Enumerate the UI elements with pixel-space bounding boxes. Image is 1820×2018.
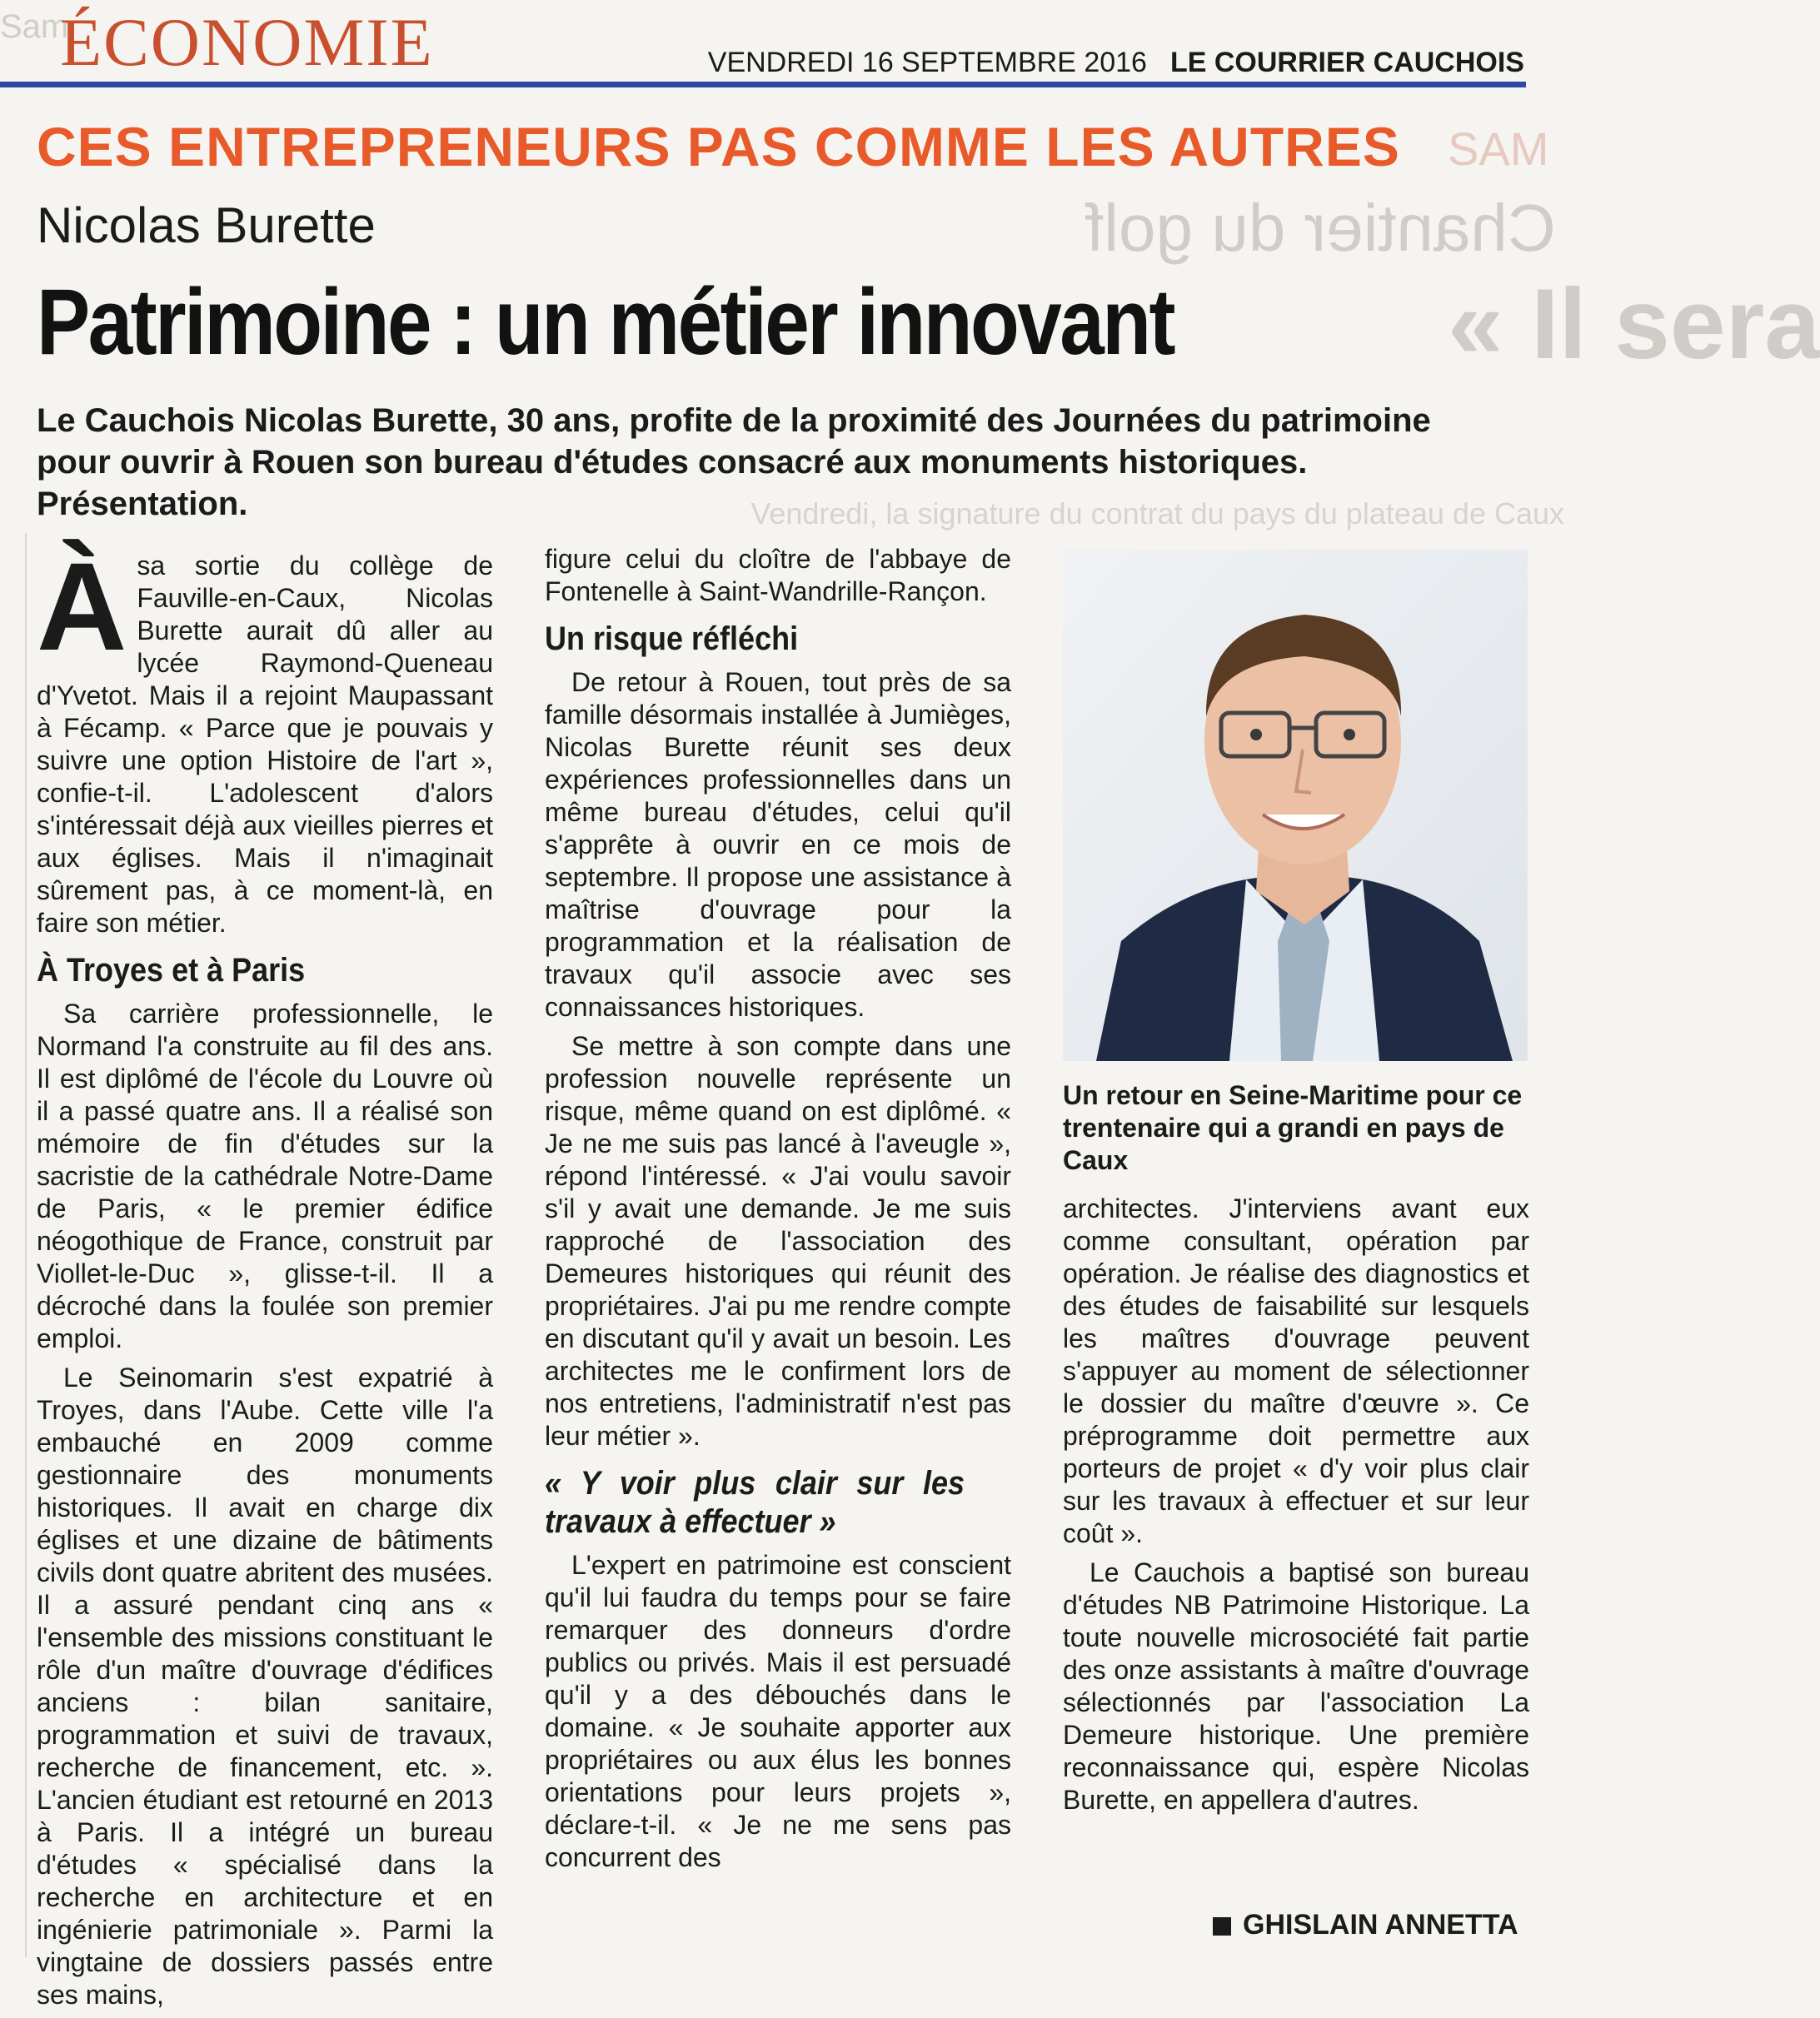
article-paragraph: architectes. J'interviens avant eux comme consultant, opération par opération. Je réalise des diagnostics et des études de faisabilité sur lesquels les maîtres d'ouvrage peuvent s'appuyer au moment de sélectionner le dossier du maître d'œuvre ». Ce préprogramme doit permettre aux porteurs de projet « d'y voir plus clair sur les travaux à effectuer et sur leur coût ». xyxy=(1063,1193,1529,1548)
portrait-photo xyxy=(1063,550,1528,1061)
byline xyxy=(1213,1909,1518,1941)
bleed-through-mirrored: Chantier du golf xyxy=(1085,191,1556,265)
header-rule xyxy=(0,82,1526,87)
article-column-3 xyxy=(1063,1193,1529,1823)
issue-date: VENDREDI 16 SEPTEMBRE 2016 xyxy=(707,47,1147,78)
portrait-illustration xyxy=(1063,550,1528,1061)
section-title: ÉCONOMIE xyxy=(60,4,434,80)
bleed-through-quote: « Il sera xyxy=(1448,268,1820,380)
square-bullet-icon xyxy=(1213,1917,1231,1936)
article-column-1 xyxy=(37,536,493,2018)
series-title: CES ENTREPRENEURS PAS COMME LES AUTRES xyxy=(37,116,1400,177)
article-paragraph: À sa sortie du collège de Fauville-en-Caux, Nicolas Burette aurait dû aller au lycée Raymond-Queneau d'Yvetot. Mais il a rejoint Maupassant à Fécamp. « Parce que je pouvais y suivre une option Histoire de l'art », confie-t-il. L'adolescent d'alors s'intéressait déjà aux vieilles pierres et aux églises. Mais il n'imaginait sûrement pas, à ce moment-là, en faire son métier. xyxy=(37,536,493,938)
dateline xyxy=(708,47,1524,79)
article-paragraph: L'expert en patrimoine est conscient qu'il lui faudra du temps pour se faire remarquer des donneurs d'ordre publics ou privés. Mais il est persuadé qu'il y a des débouchés dans le domaine. « Je souhaite apporter aux propriétaires ou aux élus les bonnes orientations pour leurs projets », déclare-t-il. « Je ne me sens pas concurrent des xyxy=(545,1550,1011,1872)
subheading: À Troyes et à Paris xyxy=(37,952,306,989)
column-divider xyxy=(25,533,27,1957)
bleed-through-left: Sam xyxy=(0,8,69,45)
bleed-through-line: Vendredi, la signature du contrat du pays du plateau de Caux xyxy=(750,496,1564,531)
subheading: Un risque réfléchi xyxy=(545,620,799,657)
article-paragraph: Le Cauchois a baptisé son bureau d'études NB Patrimoine Historique. La toute nouvelle microsociété fait partie des onze assistants à maître d'ouvrage sélectionnés par l'association La Demeure historique. Une première reconnaissance qui, espère Nicolas Burette, en appellera d'autres. xyxy=(1063,1557,1529,1815)
lede: Le Cauchois Nicolas Burette, 30 ans, profite de la proximité des Journées du patrimoine pour ouvrir à Rouen son bureau d'études consacré aux monuments historiques. Présentation. xyxy=(37,402,1431,522)
publication-name: LE COURRIER CAUCHOIS xyxy=(1169,47,1524,78)
article-paragraph: Sa carrière professionnelle, le Normand l'a construite au fil des ans. Il est diplômé de l'école du Louvre où il a passé quatre ans. Il a réalisé son mémoire de fin d'études sur la sacristie de la cathédrale Notre-Dame de Paris, « le premier édifice néogothique de France, construit par Viollet-le-Duc », glisse-t-il. Il a décroché dans la foulée son premier emploi. xyxy=(37,999,493,1353)
article-paragraph: Se mettre à son compte dans une profession nouvelle représente un risque, même quand on est diplômé. « Je ne me suis pas lancé à l'aveugle », répond l'intéressé. « J'ai voulu savoir s'il y avait une demande. Je me suis rapproché de l'association des Demeures historiques qui réunit des propriétaires. J'ai pu me rendre compte en discutant qu'il y avait un besoin. Les architectes me le confirment lors de nos entretiens, l'administratif n'est pas leur métier ». xyxy=(545,1031,1011,1451)
headline: Patrimoine : un métier innovant xyxy=(37,270,1174,374)
article-paragraph: Le Seinomarin s'est expatrié à Troyes, dans l'Aube. Cette ville l'a embauché en 2009 comme gestionnaire des monuments historiques. Il avait en charge dix églises et une dizaine de bâtiments civils dont quatre abritent des musées. Il a assuré pendant cinq ans « l'ensemble des missions constituant le rôle d'un maître d'ouvrage d'édifices anciens : bilan sanitaire, programmation et suivi de travaux, recherche de financement, etc. ». L'ancien étudiant est retourné en 2013 à Paris. Il a intégré un bureau d'études « spécialisé dans la recherche en architecture et en ingénierie patrimoniale ». Parmi la vingtaine de dossiers passés entre ses mains, xyxy=(37,1363,493,2010)
article-column-2 xyxy=(545,543,1011,1881)
drop-cap: À xyxy=(37,536,127,676)
photo-caption: Un retour en Seine-Maritime pour ce trentenaire qui a grandi en pays de Caux xyxy=(1063,1080,1523,1175)
person-name: Nicolas Burette xyxy=(37,197,376,253)
article-paragraph: De retour à Rouen, tout près de sa famille désormais installée à Jumièges, Nicolas Burette réunit ses deux expériences professionnelles dans un même bureau d'études, celui qu'il s'apprête à ouvrir en ce mois de septembre. Il propose une assistance à maîtrise d'ouvrage pour la programmation et la réalisation de travaux qu'il associe avec ses connaissances historiques. xyxy=(545,667,1011,1022)
author-name: GHISLAIN ANNETTA xyxy=(1243,1909,1518,1941)
subheading-quote: « Y voir plus clair sur les travaux à effectuer » xyxy=(545,1465,965,1540)
article-paragraph: figure celui du cloître de l'abbaye de Fontenelle à Saint-Wandrille-Rançon. xyxy=(545,544,1011,606)
bleed-through-small: SAM xyxy=(1448,122,1549,175)
